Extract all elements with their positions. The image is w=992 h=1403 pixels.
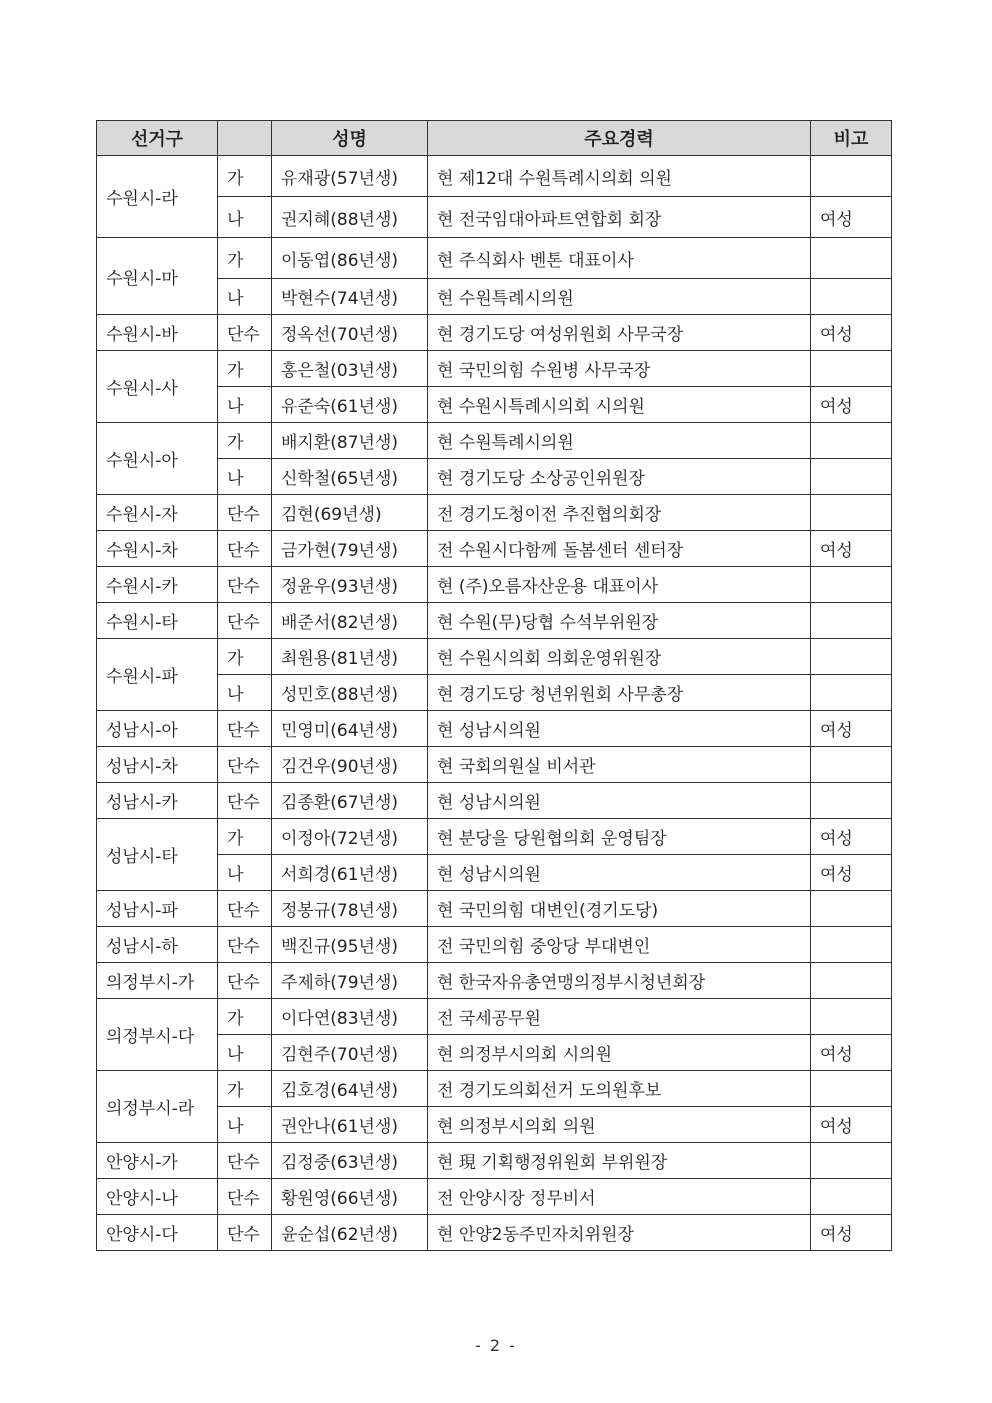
header-career: 주요경력 xyxy=(428,121,811,156)
header-district: 선거구 xyxy=(97,121,218,156)
cell-note: 여성 xyxy=(811,531,892,567)
cell-career: 전 국세공무원 xyxy=(428,999,811,1035)
cell-career: 현 국민의힘 대변인(경기도당) xyxy=(428,891,811,927)
cell-name: 김현주(70년생) xyxy=(272,1035,428,1071)
cell-note xyxy=(811,927,892,963)
cell-district: 수원시-자 xyxy=(97,495,218,531)
cell-career: 현 경기도당 청년위원회 사무총장 xyxy=(428,675,811,711)
cell-career: 현 수원(무)당협 수석부위원장 xyxy=(428,603,811,639)
cell-type: 나 xyxy=(218,197,272,238)
header-type xyxy=(218,121,272,156)
table-row xyxy=(97,783,892,819)
cell-note xyxy=(811,1143,892,1179)
cell-note xyxy=(811,495,892,531)
cell-type: 가 xyxy=(218,639,272,675)
cell-type: 단수 xyxy=(218,315,272,351)
cell-career: 현 수원특례시의원 xyxy=(428,423,811,459)
table-row xyxy=(97,891,892,927)
cell-name: 서희경(61년생) xyxy=(272,855,428,891)
cell-name: 황원영(66년생) xyxy=(272,1179,428,1215)
cell-type: 단수 xyxy=(218,567,272,603)
table-row xyxy=(97,603,892,639)
cell-name: 김호경(64년생) xyxy=(272,1071,428,1107)
cell-note: 여성 xyxy=(811,315,892,351)
cell-name: 최원용(81년생) xyxy=(272,639,428,675)
cell-name: 홍은철(03년생) xyxy=(272,351,428,387)
cell-district: 안양시-나 xyxy=(97,1179,218,1215)
cell-name: 유재광(57년생) xyxy=(272,156,428,197)
cell-district: 성남시-파 xyxy=(97,891,218,927)
cell-type: 단수 xyxy=(218,963,272,999)
cell-type: 단수 xyxy=(218,783,272,819)
cell-career: 전 안양시장 정무비서 xyxy=(428,1179,811,1215)
cell-career: 현 수원시특례시의회 시의원 xyxy=(428,387,811,423)
table-row xyxy=(97,531,892,567)
cell-note xyxy=(811,423,892,459)
table-row xyxy=(97,963,892,999)
cell-note: 여성 xyxy=(811,855,892,891)
cell-note xyxy=(811,891,892,927)
cell-name: 권안나(61년생) xyxy=(272,1107,428,1143)
cell-career: 현 전국임대아파트연합회 회장 xyxy=(428,197,811,238)
cell-note xyxy=(811,747,892,783)
cell-type: 단수 xyxy=(218,531,272,567)
cell-career: 현 現 기획행정위원회 부위원장 xyxy=(428,1143,811,1179)
table-row xyxy=(97,156,892,197)
cell-type: 가 xyxy=(218,423,272,459)
cell-district: 수원시-사 xyxy=(97,351,218,423)
table-row xyxy=(97,567,892,603)
table-row xyxy=(97,711,892,747)
cell-note xyxy=(811,603,892,639)
cell-type: 나 xyxy=(218,1035,272,1071)
cell-note: 여성 xyxy=(811,711,892,747)
cell-note: 여성 xyxy=(811,819,892,855)
cell-name: 김건우(90년생) xyxy=(272,747,428,783)
cell-name: 권지혜(88년생) xyxy=(272,197,428,238)
cell-district: 성남시-차 xyxy=(97,747,218,783)
cell-note xyxy=(811,963,892,999)
cell-district: 성남시-아 xyxy=(97,711,218,747)
cell-career: 현 한국자유총연맹의정부시청년회장 xyxy=(428,963,811,999)
cell-name: 유준숙(61년생) xyxy=(272,387,428,423)
cell-career: 현 성남시의원 xyxy=(428,855,811,891)
cell-type: 단수 xyxy=(218,891,272,927)
table-row xyxy=(97,495,892,531)
cell-name: 배준서(82년생) xyxy=(272,603,428,639)
cell-name: 신학철(65년생) xyxy=(272,459,428,495)
cell-district: 안양시-가 xyxy=(97,1143,218,1179)
candidate-table xyxy=(96,120,892,1251)
cell-type: 가 xyxy=(218,1071,272,1107)
cell-district: 성남시-하 xyxy=(97,927,218,963)
cell-name: 김종환(67년생) xyxy=(272,783,428,819)
cell-type: 가 xyxy=(218,999,272,1035)
cell-type: 단수 xyxy=(218,747,272,783)
cell-career: 현 국민의힘 수원병 사무국장 xyxy=(428,351,811,387)
cell-career: 현 제12대 수원특례시의회 의원 xyxy=(428,156,811,197)
cell-district: 성남시-카 xyxy=(97,783,218,819)
cell-type: 나 xyxy=(218,855,272,891)
cell-type: 나 xyxy=(218,279,272,315)
cell-note: 여성 xyxy=(811,1215,892,1251)
cell-type: 가 xyxy=(218,238,272,279)
header-note: 비고 xyxy=(811,121,892,156)
cell-career: 현 (주)오름자산운용 대표이사 xyxy=(428,567,811,603)
cell-note xyxy=(811,279,892,315)
cell-type: 가 xyxy=(218,156,272,197)
cell-type: 나 xyxy=(218,387,272,423)
cell-district: 수원시-카 xyxy=(97,567,218,603)
cell-name: 윤순섭(62년생) xyxy=(272,1215,428,1251)
cell-name: 이다연(83년생) xyxy=(272,999,428,1035)
cell-career: 현 수원특례시의원 xyxy=(428,279,811,315)
cell-career: 현 국회의원실 비서관 xyxy=(428,747,811,783)
cell-note xyxy=(811,783,892,819)
cell-name: 정윤우(93년생) xyxy=(272,567,428,603)
table-row xyxy=(97,927,892,963)
cell-career: 현 경기도당 소상공인위원장 xyxy=(428,459,811,495)
cell-name: 금가현(79년생) xyxy=(272,531,428,567)
cell-district: 수원시-아 xyxy=(97,423,218,495)
cell-name: 백진규(95년생) xyxy=(272,927,428,963)
cell-name: 민영미(64년생) xyxy=(272,711,428,747)
cell-name: 이동엽(86년생) xyxy=(272,238,428,279)
cell-name: 이정아(72년생) xyxy=(272,819,428,855)
table-row xyxy=(97,639,892,675)
cell-note xyxy=(811,639,892,675)
cell-district: 수원시-바 xyxy=(97,315,218,351)
cell-district: 안양시-다 xyxy=(97,1215,218,1251)
cell-type: 단수 xyxy=(218,603,272,639)
cell-note: 여성 xyxy=(811,1035,892,1071)
cell-career: 전 경기도의회선거 도의원후보 xyxy=(428,1071,811,1107)
table-body xyxy=(97,156,892,1251)
cell-type: 나 xyxy=(218,1107,272,1143)
cell-district: 수원시-차 xyxy=(97,531,218,567)
cell-type: 단수 xyxy=(218,1215,272,1251)
cell-note: 여성 xyxy=(811,387,892,423)
cell-name: 김현(69년생) xyxy=(272,495,428,531)
table-row xyxy=(97,999,892,1035)
cell-note xyxy=(811,351,892,387)
cell-type: 나 xyxy=(218,459,272,495)
table-row xyxy=(97,747,892,783)
cell-type: 단수 xyxy=(218,1179,272,1215)
cell-note: 여성 xyxy=(811,1107,892,1143)
cell-type: 단수 xyxy=(218,711,272,747)
cell-district: 수원시-파 xyxy=(97,639,218,711)
cell-district: 의정부시-다 xyxy=(97,999,218,1071)
cell-career: 현 의정부시의회 의원 xyxy=(428,1107,811,1143)
table-row xyxy=(97,1215,892,1251)
cell-type: 단수 xyxy=(218,927,272,963)
cell-career: 전 국민의힘 중앙당 부대변인 xyxy=(428,927,811,963)
cell-career: 현 성남시의원 xyxy=(428,783,811,819)
cell-note xyxy=(811,459,892,495)
cell-career: 현 경기도당 여성위원회 사무국장 xyxy=(428,315,811,351)
cell-career: 전 수원시다함께 돌봄센터 센터장 xyxy=(428,531,811,567)
cell-career: 현 안양2동주민자치위원장 xyxy=(428,1215,811,1251)
table-row xyxy=(97,1179,892,1215)
cell-district: 수원시-타 xyxy=(97,603,218,639)
cell-type: 단수 xyxy=(218,1143,272,1179)
cell-name: 배지환(87년생) xyxy=(272,423,428,459)
cell-name: 주제하(79년생) xyxy=(272,963,428,999)
cell-district: 의정부시-가 xyxy=(97,963,218,999)
cell-type: 가 xyxy=(218,351,272,387)
table-row xyxy=(97,1071,892,1107)
table-row xyxy=(97,1143,892,1179)
cell-name: 박현수(74년생) xyxy=(272,279,428,315)
cell-note: 여성 xyxy=(811,197,892,238)
cell-note xyxy=(811,156,892,197)
cell-career: 현 수원시의회 의회운영위원장 xyxy=(428,639,811,675)
cell-name: 정봉규(78년생) xyxy=(272,891,428,927)
cell-career: 현 성남시의원 xyxy=(428,711,811,747)
cell-note xyxy=(811,999,892,1035)
cell-note xyxy=(811,238,892,279)
cell-district: 수원시-라 xyxy=(97,156,218,238)
cell-district: 성남시-타 xyxy=(97,819,218,891)
cell-district: 수원시-마 xyxy=(97,238,218,315)
cell-career: 현 분당을 당원협의회 운영팀장 xyxy=(428,819,811,855)
cell-note xyxy=(811,1179,892,1215)
cell-name: 성민호(88년생) xyxy=(272,675,428,711)
table-row xyxy=(97,351,892,387)
cell-career: 현 주식회사 벤톤 대표이사 xyxy=(428,238,811,279)
cell-type: 나 xyxy=(218,675,272,711)
table-header-row xyxy=(97,121,892,156)
header-name: 성명 xyxy=(272,121,428,156)
cell-name: 김정중(63년생) xyxy=(272,1143,428,1179)
table-row xyxy=(97,423,892,459)
cell-career: 전 경기도청이전 추진협의회장 xyxy=(428,495,811,531)
table-row xyxy=(97,238,892,279)
table-row xyxy=(97,819,892,855)
cell-note xyxy=(811,567,892,603)
cell-name: 정옥선(70년생) xyxy=(272,315,428,351)
cell-type: 단수 xyxy=(218,495,272,531)
cell-district: 의정부시-라 xyxy=(97,1071,218,1143)
cell-career: 현 의정부시의회 시의원 xyxy=(428,1035,811,1071)
page-number: - 2 - xyxy=(475,1336,517,1355)
cell-type: 가 xyxy=(218,819,272,855)
table-row xyxy=(97,315,892,351)
cell-note xyxy=(811,675,892,711)
cell-note xyxy=(811,1071,892,1107)
